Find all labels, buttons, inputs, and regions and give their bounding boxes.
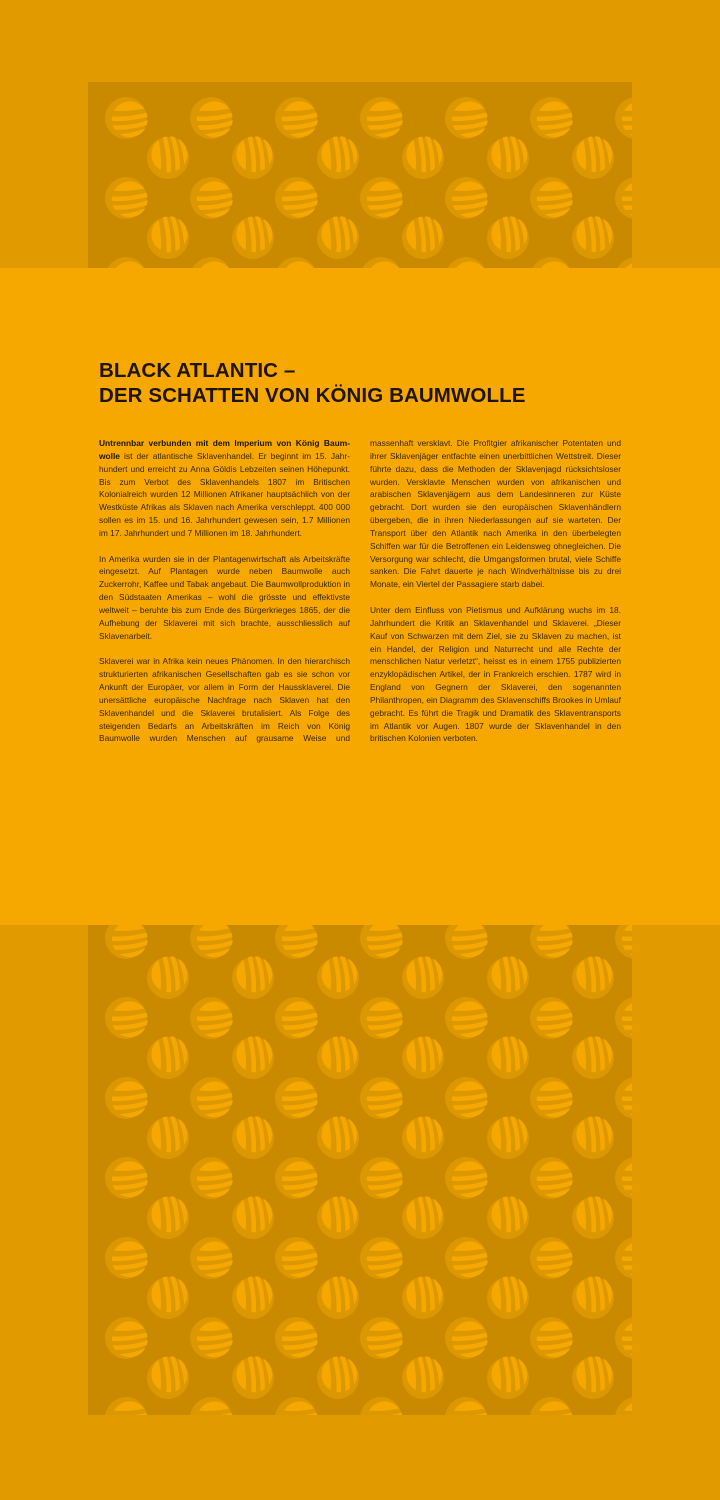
striped-sphere-pattern (88, 925, 632, 1415)
title-line-2: DER SCHATTEN VON KÖNIG BAUMWOLLE (99, 384, 526, 407)
pattern-panel-bottom (88, 925, 632, 1415)
page-title (99, 358, 525, 408)
paragraph: Unter dem Einfluss von Pietismus und Aufklärung wuchs im 18. Jahrhundert die Kritik an Sklavenhandel und Sklaverei. „Dieser Kauf von Schwarzen mit dem Ziel, sie zu Sklaven zu machen, ist ein Handel, der Religion und Naturrecht und alle Rechte der menschlichen Natur verletzt“, heisst es in einem 1755 publizierten enzyklopädischen Artikel, der in Frankreich erschien. 1787 wird in England von Gegnern der Sklaverei, den sogenannten Philanthropen, ein Diagramm des Sklavenschiffs Brookes in Umlauf gebracht. Es führt die Tragik und Dramatik des Sklaventransports im Atlantik vor Augen. 1807 wurde der Sklavenhandel in den britischen Kolonien verboten. (370, 604, 621, 744)
paragraph: Sklaverei war in Afrika kein neues Phänomen. In den hierarchisch strukturierten afrikanischen Gesellschaften gab es sie schon vor Ankunft der Europäer, vor allem in Form der Haussklaverei. Die unersättliche europäische Nachfrage nach Sklaven hat den Sklavenhandel und die Sklaverei brutalisiert. Als Folge des steigenden Bedarfs an Arbeitskräften im Reich von König Baumwolle wurden Menschen auf grausame Weise und (99, 656, 350, 744)
striped-sphere-pattern (88, 82, 632, 268)
paragraph-text: ist der atlantische Sklavenhandel. Er beginnt im 15. Jahrhundert und erreicht zu Anna Göldis Lebzeiten seinen Höhepunkt. Bis zum Verbot des Sklavenhandels 1807 im Britischen Kolonialreich wurden 12 Millionen Afrikaner hauptsächlich von der Westküste Afrikas als Sklaven nach Amerika verschleppt. 400 000 sollen es im 15. und 16. Jahrhundert gewesen sein, 1.7 Millionen im 17. Jahrhundert und 7 Millionen im 18. Jahrhundert. (99, 450, 350, 538)
title-line-1: BLACK ATLANTIC – (99, 359, 296, 382)
paragraph: massenhaft versklavt. Die Profitgier afrikanischer Potentaten und ihrer Sklavenjäger entfachte einen unerbittlichen Wettstreit. Dieser führte dazu, dass die Methoden der Sklavenjagd rücksichtsloser wurden. Versklavte Menschen wurden von afrikanischen und arabischen Sklavenjägern aus dem Landesinneren zur Küste gebracht. Dort wurden sie den europäischen Sklavenhändlern übergeben, die in ihren Niederlassungen auf sie warteten. Der Transport über den Atlantik nach Amerika in den überbelegten Schiffen war für die Betroffenen ein Leidensweg ohnegleichen. Die Versorgung war schlecht, die Umgangsformen brutal, viele Schiffe sanken. Die Fahrt dauerte je nach Windverhältnisse bis zu drei Monate, ein Viertel der Passagiere starb dabei. (370, 438, 621, 590)
lead-text: Untrennbar verbunden mit dem Imperium von König Baumwolle (99, 438, 350, 461)
paragraph: In Amerika wurden sie in der Plantagenwirtschaft als Arbeitskräfte eingesetzt. Auf Plantagen wurde neben Baumwolle auch Zuckerrohr, Kaffee und Tabak angebaut. Die Baumwollproduktion in den Südstaaten Amerikas – wohl die grösste und effektivste weltweit – beruhte bis zum Ende des Bürgerkrieges 1865, der die Aufhebung der Sklaverei mit sich brachte, ausschliesslich auf Sklavenarbeit. (99, 553, 350, 641)
paragraph (99, 437, 350, 540)
pattern-panel-top (88, 82, 632, 268)
text-column-right (370, 437, 621, 758)
text-column-left (99, 437, 350, 758)
